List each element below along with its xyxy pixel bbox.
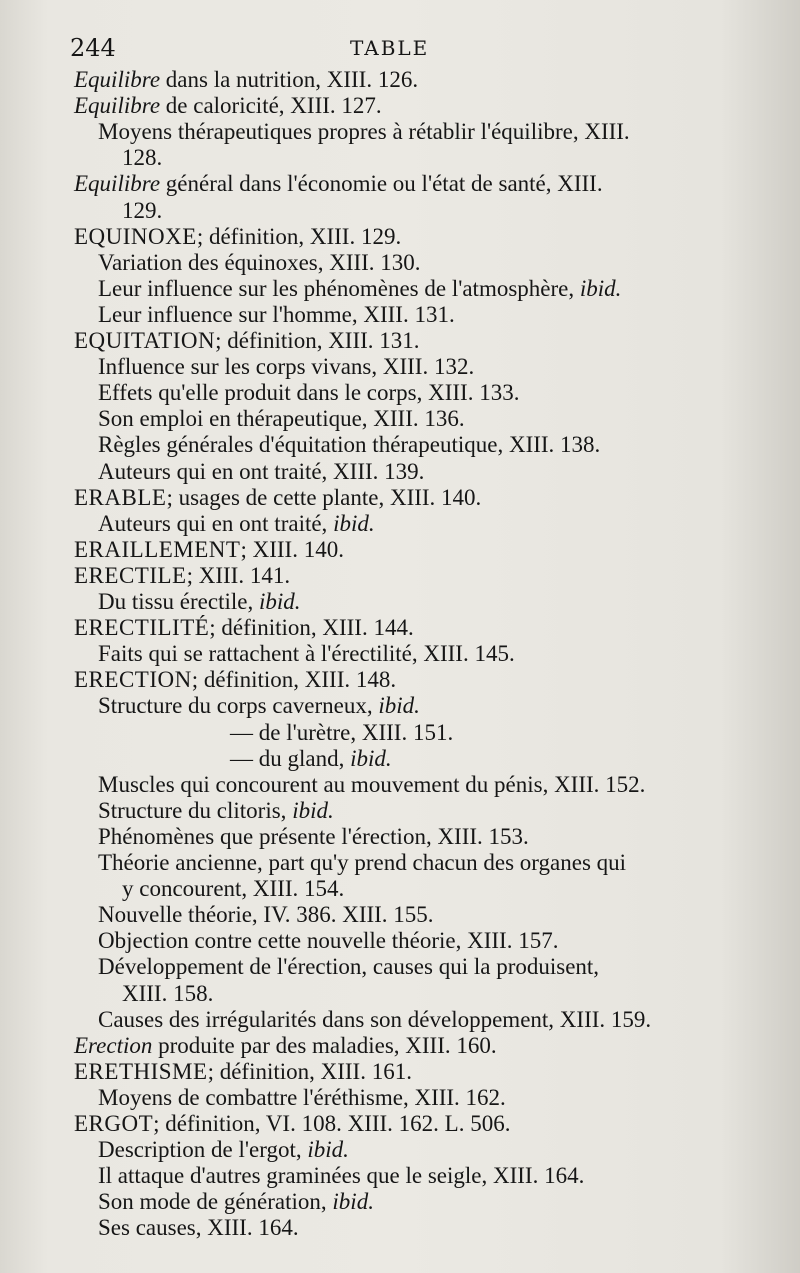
entry-text: ; définition, XIII. 144. (209, 615, 414, 641)
entry-text: Structure du clitoris, (98, 797, 293, 823)
entry-text: ; définition, XIII. 148. (191, 667, 397, 693)
index-headword: EQUITATION (74, 328, 216, 353)
page-header (0, 34, 800, 64)
italic-text: Equilibre (74, 93, 161, 119)
entry-text: Faits qui se rattachent à l'érectilité, XIII. 145. (98, 641, 515, 667)
index-line (0, 354, 800, 380)
entry-text: Moyens de combattre l'éréthisme, XIII. 162. (98, 1084, 506, 1110)
entry-text: 128. (122, 145, 163, 171)
entry-text: dans la nutrition, XIII. 126. (160, 67, 419, 92)
index-line (0, 772, 800, 798)
entry-text: Phénomènes que présente l'érection, XIII. 153. (98, 823, 529, 849)
index-line (0, 1215, 800, 1241)
italic-text: ibid. (378, 693, 420, 719)
italic-text: ibid. (258, 589, 301, 614)
index-line (0, 641, 800, 667)
italic-text: Equilibre (74, 67, 161, 92)
italic-text: ibid. (350, 745, 392, 771)
entry-text: Muscles qui concourent au mouvement du pénis, XIII. 152. (98, 771, 646, 797)
entry-text: de caloricité, XIII. 127. (160, 93, 382, 119)
entry-text: ; XIII. 141. (186, 562, 291, 588)
index-line (0, 224, 800, 250)
index-line (0, 171, 800, 197)
entry-text: ; usages de cette plante, XIII. 140. (166, 484, 482, 510)
page-number: 244 (70, 34, 116, 62)
index-line (0, 876, 800, 902)
index-line (0, 615, 800, 641)
index-line (0, 720, 800, 746)
index-headword: ERAILLEMENT (74, 536, 241, 562)
entry-text: Objection contre cette nouvelle théorie, XIII. 157. (98, 928, 559, 954)
italic-text: Erection (74, 1032, 153, 1058)
index-line (0, 1085, 800, 1111)
entry-text: Il attaque d'autres graminées que le seigle, XIII. 164. (98, 1163, 585, 1189)
entry-text: Son emploi en thérapeutique, XIII. 136. (98, 406, 465, 432)
index-line (0, 93, 800, 119)
index-headword: ERABLE (74, 484, 167, 510)
italic-text: ibid. (332, 1189, 374, 1215)
entry-text: Effets qu'elle produit dans le corps, XIII. 133. (98, 380, 520, 406)
index-line (0, 1137, 800, 1163)
index-line (0, 302, 800, 328)
index-line (0, 693, 800, 719)
index-line (0, 276, 800, 302)
entry-text: Développement de l'érection, causes qui la produisent, (98, 954, 600, 980)
entry-text: XIII. 158. (122, 980, 214, 1006)
index-line (0, 406, 800, 432)
entry-text: Ses causes, XIII. 164. (98, 1215, 299, 1241)
index-line (0, 928, 800, 954)
index-line (0, 198, 800, 224)
italic-text: ibid. (307, 1137, 349, 1163)
entry-text: Auteurs qui en ont traité, XIII. 139. (98, 458, 425, 484)
italic-text: Equilibre (74, 171, 161, 197)
entry-text: Description de l'ergot, (98, 1137, 308, 1163)
italic-text: ibid. (292, 797, 334, 823)
index-line (0, 511, 800, 537)
entry-text: Influence sur les corps vivans, XIII. 132. (98, 354, 475, 380)
index-line (0, 954, 800, 980)
entry-text: Causes des irrégularités dans son développement, XIII. 159. (98, 1006, 652, 1032)
index-headword: ERETHISME (74, 1058, 208, 1084)
entry-text: Variation des équinoxes, XIII. 130. (98, 249, 421, 275)
entry-text: produite par des maladies, XIII. 160. (152, 1032, 497, 1058)
index-headword: EQUINOXE (74, 223, 197, 249)
index-line (0, 485, 800, 511)
entry-text: — du gland, (230, 745, 351, 771)
index-line (0, 537, 800, 563)
index-line (0, 145, 800, 171)
index-line (0, 902, 800, 928)
entry-text: Structure du corps caverneux, (98, 693, 379, 719)
index-line (0, 1163, 800, 1189)
entry-text: Du tissu érectile, (98, 589, 259, 614)
running-head: TABLE (350, 36, 430, 60)
entry-text: ; définition, XIII. 129. (196, 223, 402, 249)
index-line (0, 459, 800, 485)
index-line (0, 981, 800, 1007)
index-line (0, 250, 800, 276)
index-line (0, 328, 800, 354)
italic-text: ibid. (579, 275, 622, 301)
index-headword: ERGOT (74, 1111, 154, 1136)
index-line (0, 667, 800, 693)
entry-text: ; XIII. 140. (240, 536, 344, 562)
entry-text: général dans l'économie ou l'état de santé, XIII. (160, 171, 603, 197)
entry-text: Moyens thérapeutiques propres à rétablir l'équilibre, XIII. (98, 119, 630, 145)
index-line (0, 746, 800, 772)
index-line (0, 1189, 800, 1215)
entry-text: ; définition, XIII. 131. (215, 328, 420, 353)
entry-text: 129. (122, 197, 163, 223)
index-line (0, 432, 800, 458)
entry-text: Nouvelle théorie, IV. 386. XIII. 155. (98, 902, 434, 928)
entry-text: — de l'urètre, XIII. 151. (230, 719, 454, 745)
index-line (0, 1059, 800, 1085)
index-headword: ERECTILE (74, 562, 187, 588)
index-headword: ERECTILITÉ (74, 615, 210, 641)
index-line (0, 380, 800, 406)
index-line (0, 1007, 800, 1033)
index-line (0, 119, 800, 145)
index-line (0, 589, 800, 615)
index-line (0, 1111, 800, 1137)
entry-text: ; définition, VI. 108. XIII. 162. L. 506. (153, 1111, 511, 1136)
entry-text: Règles générales d'équitation thérapeutique, XIII. 138. (98, 432, 601, 458)
index-line (0, 67, 800, 93)
entry-text: ; définition, XIII. 161. (207, 1058, 412, 1084)
index-line (0, 563, 800, 589)
index-line (0, 824, 800, 850)
entry-text: y concourent, XIII. 154. (122, 876, 345, 902)
entry-text: Leur influence sur l'homme, XIII. 131. (98, 301, 455, 327)
entry-text: Leur influence sur les phénomènes de l'atmosphère, (98, 275, 580, 301)
index-line (0, 1033, 800, 1059)
index-headword: ERECTION (74, 667, 192, 693)
entry-text: Auteurs qui en ont traité, (98, 510, 334, 536)
index-line (0, 850, 800, 876)
italic-text: ibid. (333, 510, 375, 536)
index-line (0, 798, 800, 824)
entry-text: Son mode de génération, (98, 1189, 333, 1215)
entry-text: Théorie ancienne, part qu'y prend chacun des organes qui (98, 850, 627, 875)
